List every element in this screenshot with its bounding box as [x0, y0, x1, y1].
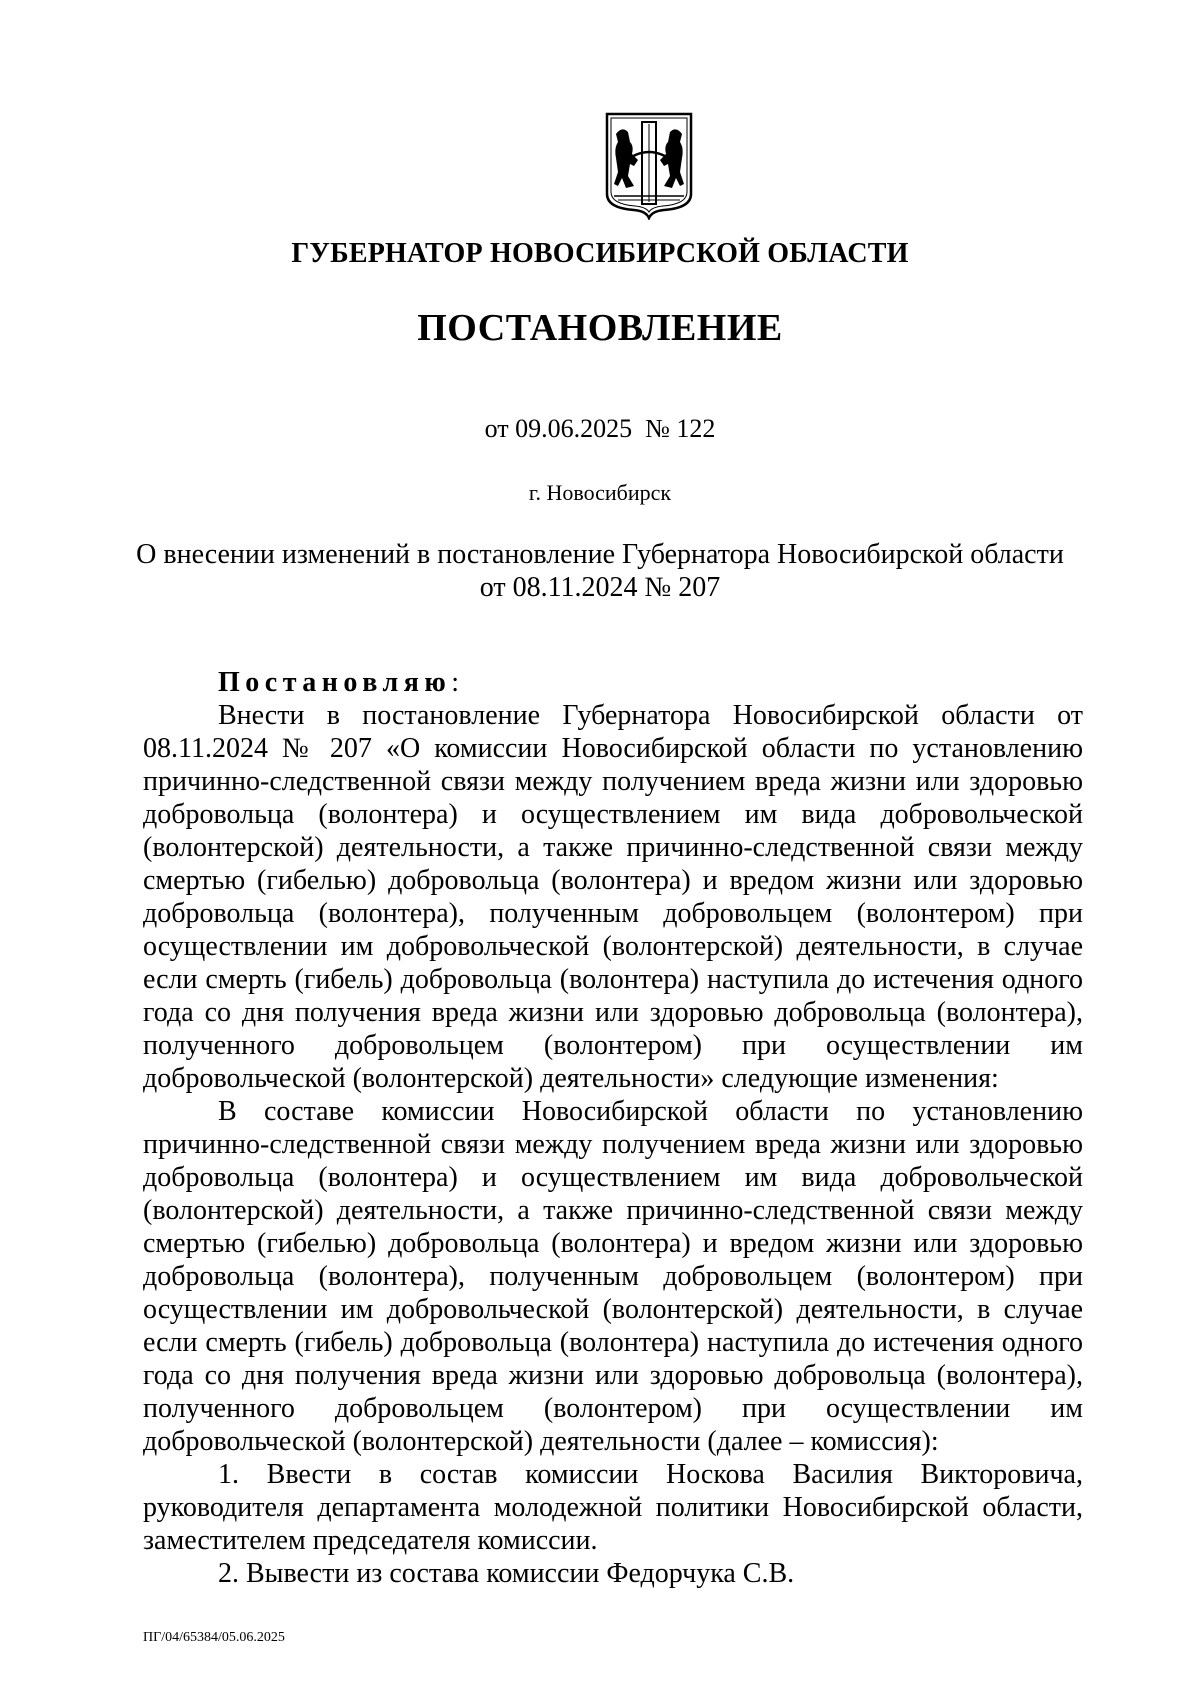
paragraph-commission-composition: В составе комиссии Новосибирской области по установлению причинно-следственной связи между получением вреда жизни или здоровью добровольца (волонтера) и осуществлением им вида добровольческой (волонтерской) деятельности, а также причинно-следственной связи между смертью (гибелью) добровольца (волонтера) и вредом жизни или здоровью добровольца (волонтера), полученным добровольцем (волонтером) при осуществлении им добровольческой (волонтерской) деятельности, в случае если смерть (гибель) добровольца (волонтера) наступила до истечения одного года со дня получения вреда жизни или здоровью добровольца (волонтера), полученного добровольцем (волонтером) при осуществлении им добровольческой (волонтерской) деятельности (далее – комиссия):	[143, 1096, 1083, 1457]
document-registration-code: ПГ/04/65384/05.06.2025	[143, 1630, 285, 1645]
decree-word	[218, 666, 1083, 699]
paragraph-item-2: 2. Вывести из состава комиссии Федорчука С.В.	[218, 1558, 795, 1589]
coat-of-arms-icon	[604, 112, 694, 220]
decree-word-colon: :	[451, 667, 460, 698]
document-type-title: ПОСТАНОВЛЕНИЕ	[417, 307, 783, 349]
decree-word-text: Постановляю	[218, 667, 452, 698]
document-subject	[130, 538, 1070, 604]
document-date: от 09.06.2025	[484, 414, 633, 443]
document-date-number	[0, 414, 1200, 444]
subject-line-2: от 08.11.2024 № 207	[479, 572, 721, 603]
document-city: г. Новосибирск	[528, 480, 672, 505]
subject-line-1: О внесении изменений в постановление Губернатора Новосибирской области	[136, 539, 1064, 570]
document-number: № 122	[645, 414, 716, 443]
paragraph-amendment-intro: Внести в постановление Губернатора Новосибирской области от 08.11.2024 № 207 «О комиссии Новосибирской области по установлению причинно-следственной связи между получением вреда жизни или здоровью добровольца (волонтера) и осуществлением им вида добровольческой (волонтерской) деятельности, а также причинно-следственной связи между смертью (гибелью) добровольца (волонтера) и вредом жизни или здоровью добровольца (волонтера), полученным добровольцем (волонтером) при осуществлении им добровольческой (волонтерской) деятельности, в случае если смерть (гибель) добровольца (волонтера) наступила до истечения одного года со дня получения вреда жизни или здоровью добровольца (волонтера), полученного добровольцем (волонтером) при осуществлении им добровольческой (волонтерской) деятельности» следующие изменения:	[143, 700, 1083, 1094]
paragraph-item-1: 1. Ввести в состав комиссии Носкова Василия Викторовича, руководителя департамента молодежной политики Новосибирской области, заместителем председателя комиссии.	[143, 1459, 1083, 1556]
document-body	[143, 666, 1083, 1590]
issuing-authority: ГУБЕРНАТОР НОВОСИБИРСКОЙ ОБЛАСТИ	[291, 238, 909, 269]
coat-of-arms-emblem	[604, 112, 694, 220]
